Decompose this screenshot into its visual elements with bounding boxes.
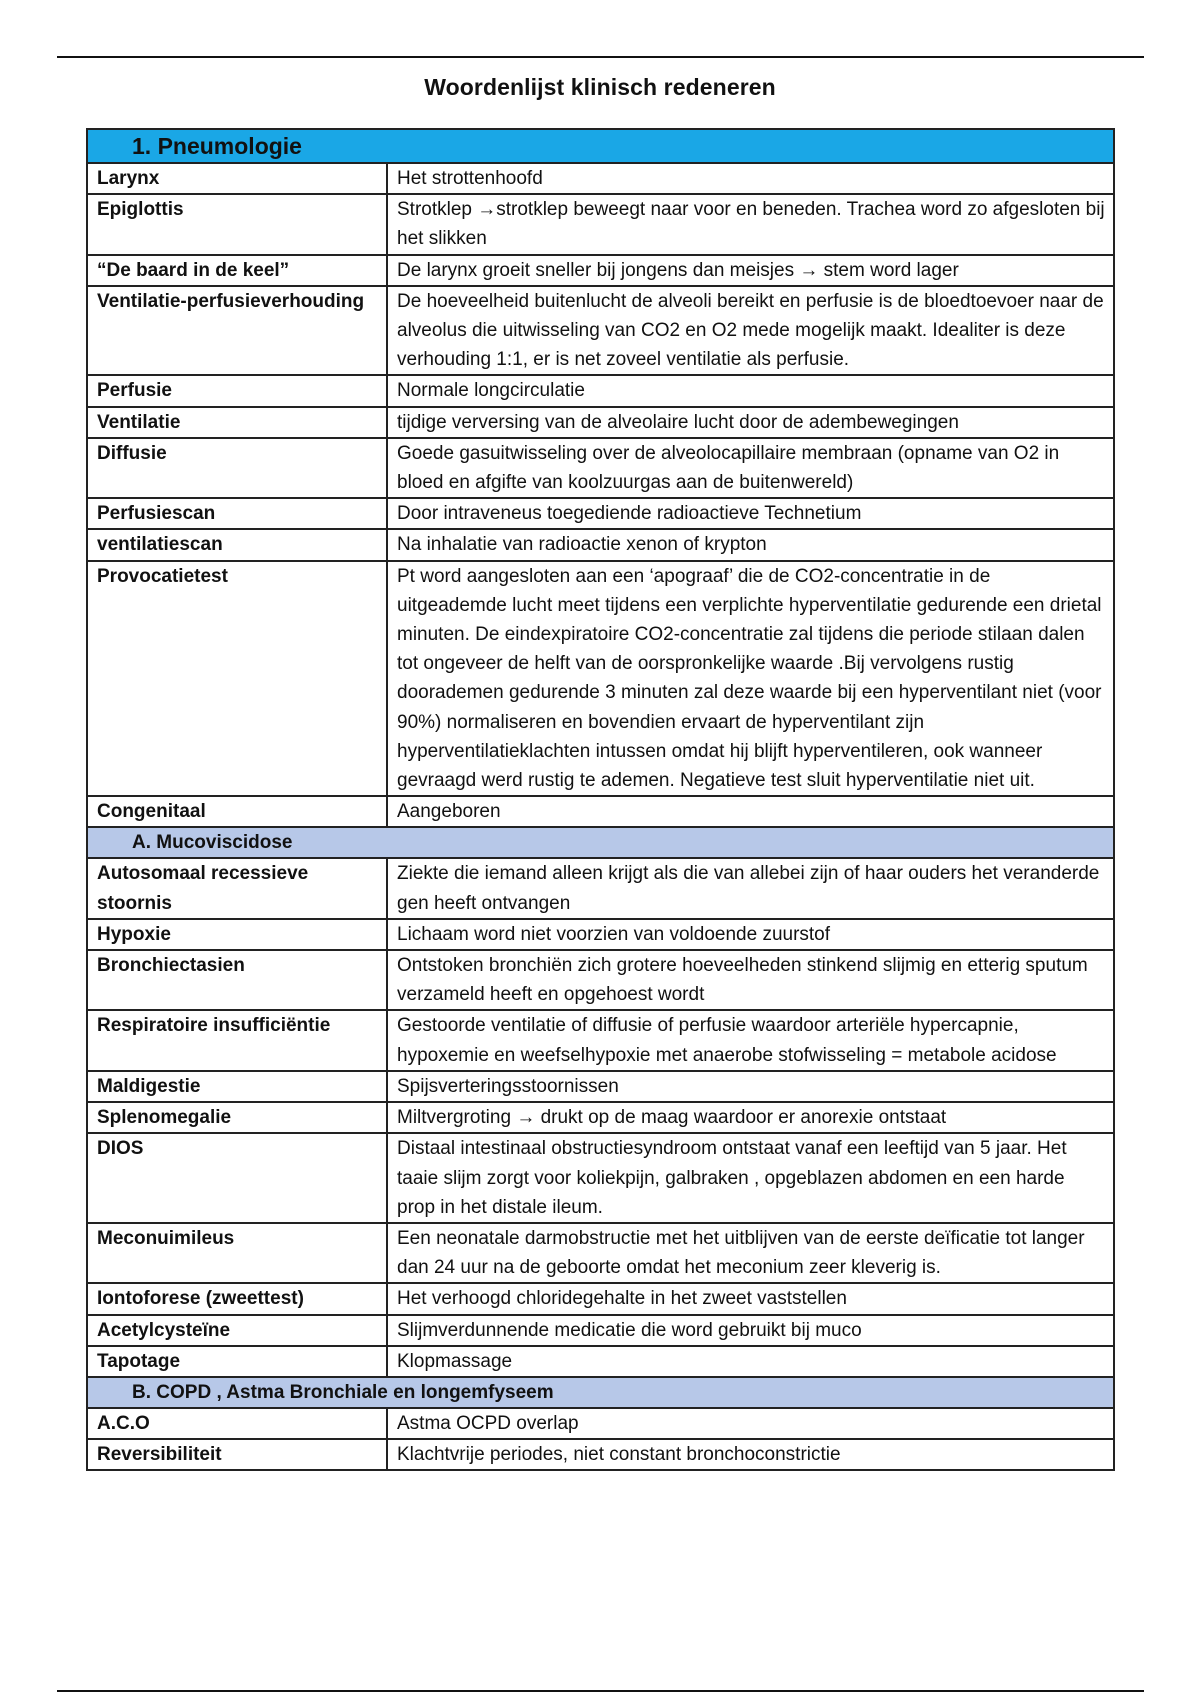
table-row <box>87 1010 1114 1070</box>
definition-cell: Spijsverteringsstoornissen <box>387 1071 1114 1102</box>
table-row <box>87 438 1114 498</box>
definition-cell: Klopmassage <box>387 1346 1114 1377</box>
subsection-title: B. COPD , Astma Bronchiale en longemfyseem <box>87 1377 1114 1408</box>
definition-cell: Goede gasuitwisseling over de alveolocapillaire membraan (opname van O2 in bloed en afgifte van koolzuurgas aan de buitenwereld) <box>387 438 1114 498</box>
definition-cell: Een neonatale darmobstructie met het uitblijven van de eerste deïficatie tot langer dan 24 uur na de geboorte omdat het meconium zeer kleverig is. <box>387 1223 1114 1283</box>
table-row <box>87 1408 1114 1439</box>
definition-cell: Strotklep →strotklep beweegt naar voor en beneden. Trachea word zo afgesloten bij het slikken <box>387 194 1114 254</box>
term-cell: “De baard in de keel” <box>87 255 387 286</box>
table-row <box>87 407 1114 438</box>
term-cell: Perfusiescan <box>87 498 387 529</box>
table-row <box>87 163 1114 194</box>
glossary-table <box>86 128 1115 1471</box>
table-row <box>87 194 1114 254</box>
table-row <box>87 1133 1114 1223</box>
term-cell: Respiratoire insufficiëntie <box>87 1010 387 1070</box>
term-cell: Epiglottis <box>87 194 387 254</box>
term-cell: Perfusie <box>87 375 387 406</box>
definition-cell: Het strottenhoofd <box>387 163 1114 194</box>
table-row <box>87 1223 1114 1283</box>
term-cell: Ventilatie-perfusieverhouding <box>87 286 387 376</box>
term-cell: Acetylcysteïne <box>87 1315 387 1346</box>
definition-cell: Klachtvrije periodes, niet constant bronchoconstrictie <box>387 1439 1114 1470</box>
term-cell: ventilatiescan <box>87 529 387 560</box>
term-cell: Congenitaal <box>87 796 387 827</box>
glossary-body <box>87 129 1114 1470</box>
term-cell: DIOS <box>87 1133 387 1223</box>
definition-cell: Astma OCPD overlap <box>387 1408 1114 1439</box>
table-row <box>87 796 1114 827</box>
table-row <box>87 1102 1114 1133</box>
table-row <box>87 950 1114 1010</box>
table-row <box>87 919 1114 950</box>
term-cell: Autosomaal recessieve stoornis <box>87 858 387 918</box>
table-row <box>87 561 1114 797</box>
table-row <box>87 1439 1114 1470</box>
section-header <box>87 129 1114 163</box>
term-cell: Hypoxie <box>87 919 387 950</box>
definition-cell: Distaal intestinaal obstructiesyndroom ontstaat vanaf een leeftijd van 5 jaar. Het taaie slijm zorgt voor koliekpijn, galbraken , opgeblazen abdomen en een harde prop in het distale ileum. <box>387 1133 1114 1223</box>
term-cell: Iontoforese (zweettest) <box>87 1283 387 1314</box>
subsection-header <box>87 1377 1114 1408</box>
term-cell: Tapotage <box>87 1346 387 1377</box>
term-cell: Larynx <box>87 163 387 194</box>
table-row <box>87 1071 1114 1102</box>
footer-rule <box>57 1690 1144 1692</box>
table-row <box>87 255 1114 286</box>
header-rule <box>57 56 1144 58</box>
section-title: 1. Pneumologie <box>87 129 1114 163</box>
definition-cell: Het verhoogd chloridegehalte in het zweet vaststellen <box>387 1283 1114 1314</box>
definition-cell: Ontstoken bronchiën zich grotere hoeveelheden stinkend slijmig en etterig sputum verzameld heeft en opgehoest wordt <box>387 950 1114 1010</box>
definition-cell: Miltvergroting → drukt op de maag waardoor er anorexie ontstaat <box>387 1102 1114 1133</box>
definition-cell: Slijmverdunnende medicatie die word gebruikt bij muco <box>387 1315 1114 1346</box>
definition-cell: De larynx groeit sneller bij jongens dan meisjes → stem word lager <box>387 255 1114 286</box>
definition-cell: Na inhalatie van radioactie xenon of krypton <box>387 529 1114 560</box>
table-row <box>87 529 1114 560</box>
table-row <box>87 858 1114 918</box>
table-row <box>87 1315 1114 1346</box>
definition-cell: Lichaam word niet voorzien van voldoende zuurstof <box>387 919 1114 950</box>
definition-cell: tijdige verversing van de alveolaire lucht door de adembewegingen <box>387 407 1114 438</box>
term-cell: Provocatietest <box>87 561 387 797</box>
term-cell: Ventilatie <box>87 407 387 438</box>
subsection-header <box>87 827 1114 858</box>
definition-cell: Ziekte die iemand alleen krijgt als die van allebei zijn of haar ouders het veranderde gen heeft ontvangen <box>387 858 1114 918</box>
definition-cell: Pt word aangesloten aan een ‘apograaf’ die de CO2-concentratie in de uitgeademde lucht meet tijdens een verplichte hyperventilatie gedurende een drietal minuten. De eindexpiratoire CO2-concentratie zal tijdens die periode stilaan dalen tot ongeveer de helft van de oorspronkelijke waarde .Bij vervolgens rustig doorademen gedurende 3 minuten zal deze waarde bij een hyperventilant niet (voor 90%) normaliseren en bovendien ervaart de hyperventilant zijn hyperventilatieklachten intussen omdat hij blijft hyperventileren, ook wanneer gevraagd werd rustig te ademen. Negatieve test sluit hyperventilatie niet uit. <box>387 561 1114 797</box>
term-cell: Reversibiliteit <box>87 1439 387 1470</box>
table-row <box>87 286 1114 376</box>
document-title: Woordenlijst klinisch redeneren <box>424 74 776 100</box>
table-row <box>87 1346 1114 1377</box>
table-row <box>87 1283 1114 1314</box>
definition-cell: Door intraveneus toegediende radioactieve Technetium <box>387 498 1114 529</box>
term-cell: Maldigestie <box>87 1071 387 1102</box>
table-row <box>87 498 1114 529</box>
table-row <box>87 375 1114 406</box>
definition-cell: Gestoorde ventilatie of diffusie of perfusie waardoor arteriële hypercapnie, hypoxemie en weefselhypoxie met anaerobe stofwisseling = metabole acidose <box>387 1010 1114 1070</box>
term-cell: Bronchiectasien <box>87 950 387 1010</box>
definition-cell: De hoeveelheid buitenlucht de alveoli bereikt en perfusie is de bloedtoevoer naar de alveolus die uitwisseling van CO2 en O2 mede mogelijk maakt. Idealiter is deze verhouding 1:1, er is net zoveel ventilatie als perfusie. <box>387 286 1114 376</box>
term-cell: A.C.O <box>87 1408 387 1439</box>
term-cell: Meconuimileus <box>87 1223 387 1283</box>
term-cell: Splenomegalie <box>87 1102 387 1133</box>
subsection-title: A. Mucoviscidose <box>87 827 1114 858</box>
term-cell: Diffusie <box>87 438 387 498</box>
definition-cell: Aangeboren <box>387 796 1114 827</box>
definition-cell: Normale longcirculatie <box>387 375 1114 406</box>
